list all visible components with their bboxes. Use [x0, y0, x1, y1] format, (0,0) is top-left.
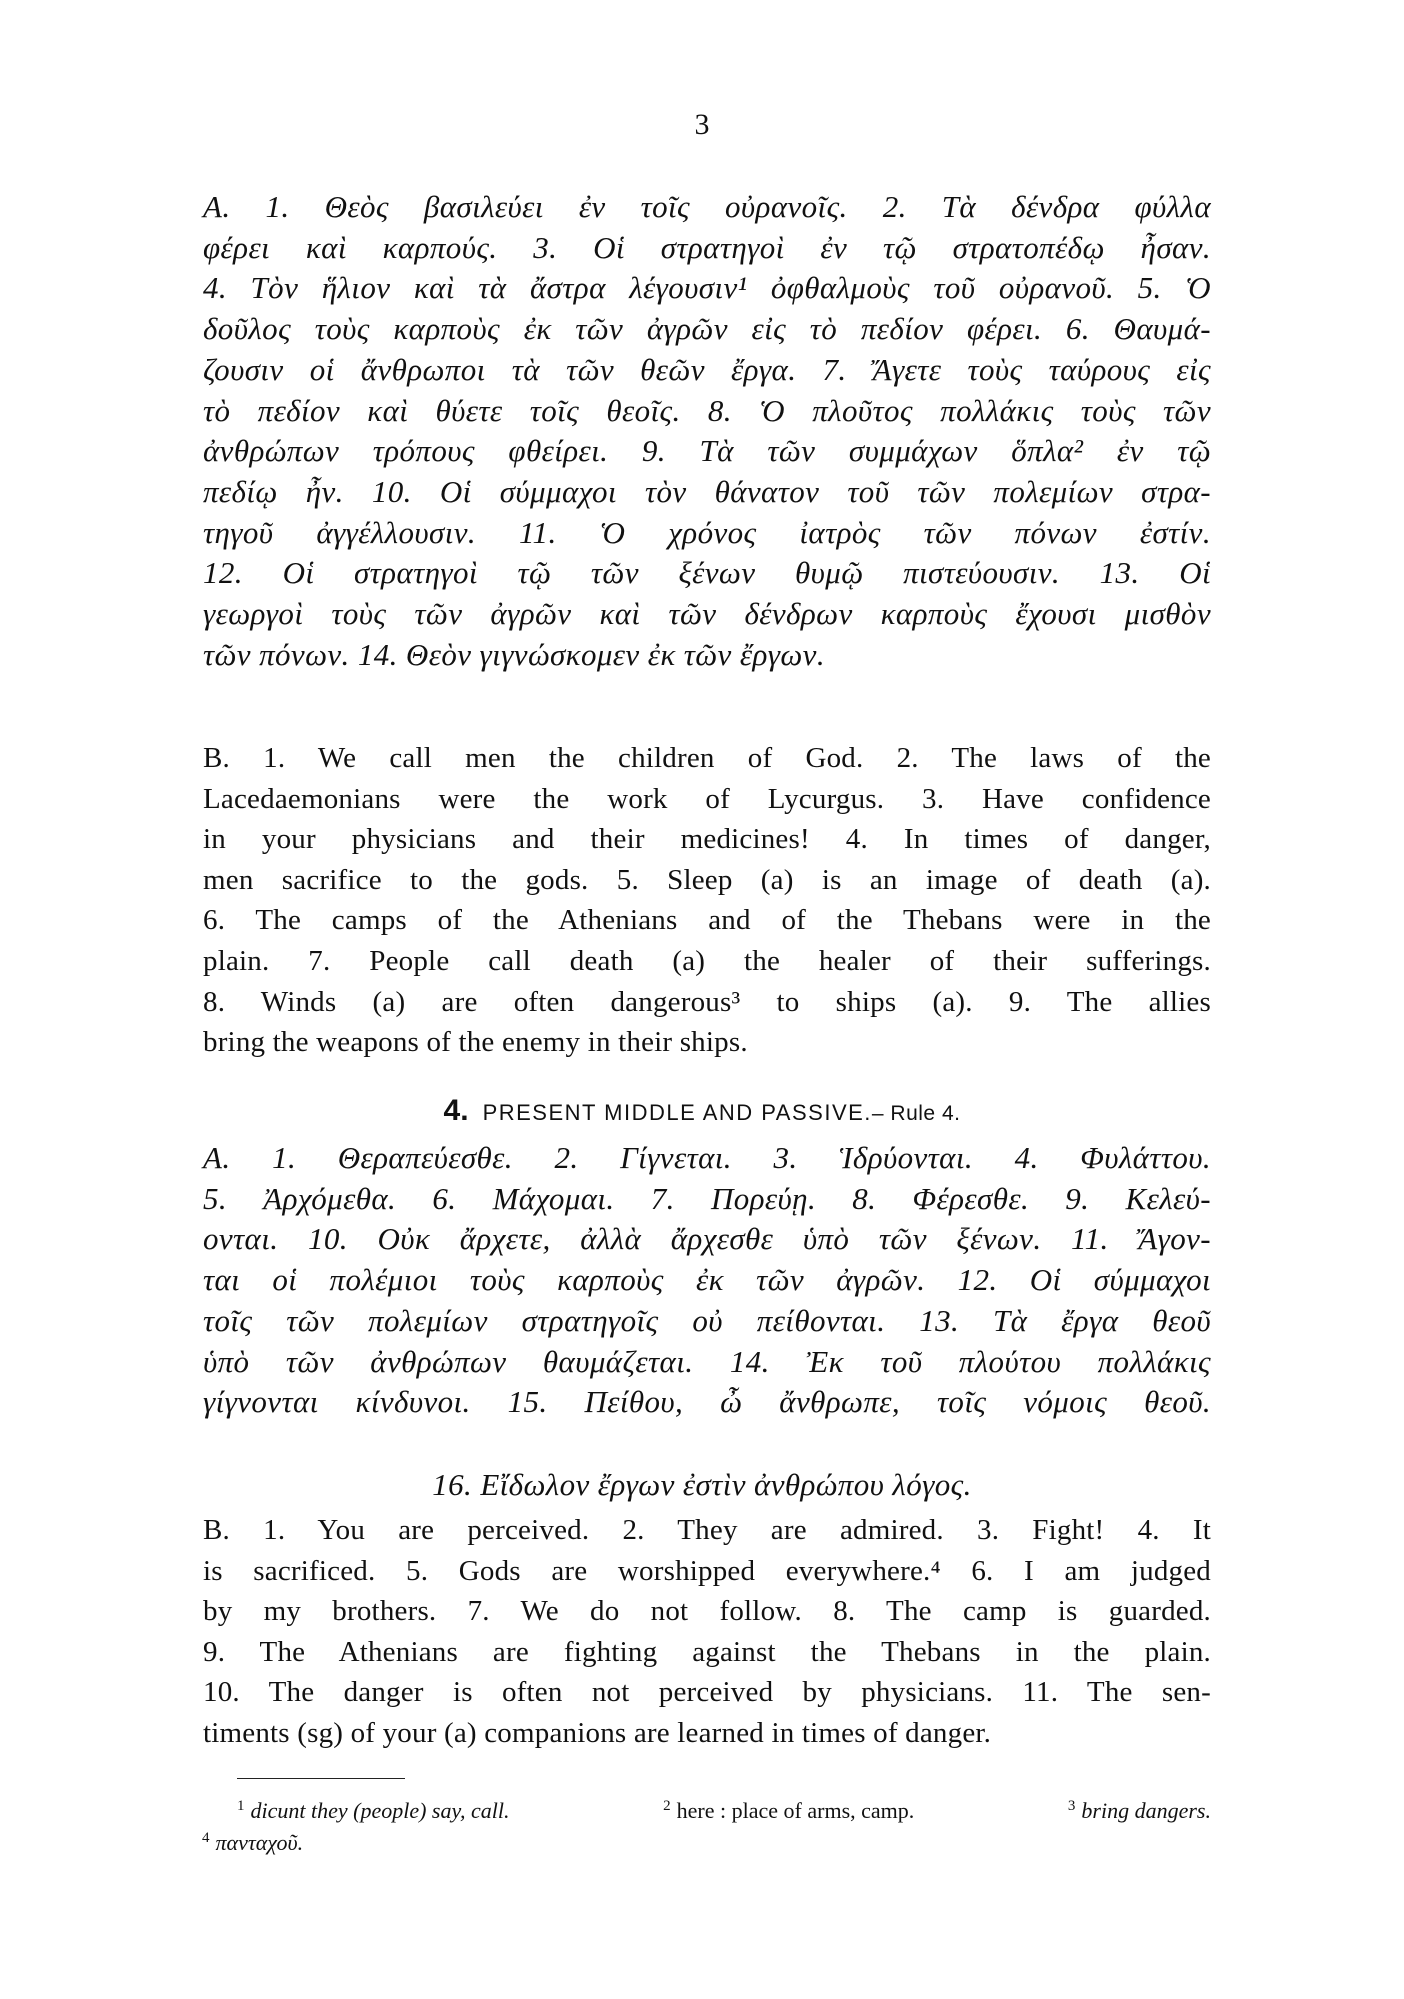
text-line: Α. 1. Θεραπεύεσθε. 2. Γίγνεται. 3. Ἱδρύονται. 4. Φυλάττου. — [203, 1140, 1211, 1175]
exercise-4b-english — [203, 1510, 1211, 1754]
text-line: τῶν πόνων. 14. Θεὸν γιγνώσκομεν ἐκ τῶν ἔργων. — [203, 636, 825, 672]
exercise-4a-line-16 — [0, 1465, 1404, 1506]
text-line: Lacedaemonians were the work of Lycurgus. 3. Have confidence — [203, 782, 1211, 815]
section-number: 4. — [443, 1094, 469, 1127]
text-line: 9. The Athenians are fighting against the Thebans in the plain. — [203, 1635, 1211, 1668]
text-line: 16. Εἴδωλον ἔργων ἐστὶν ἀνθρώπου λόγος. — [432, 1467, 972, 1502]
text-line: τὸ πεδίον καὶ θύετε τοῖς θεοῖς. 8. Ὁ πλοῦτος πολλάκις τοὺς τῶν — [203, 392, 1211, 428]
text-line: ται οἱ πολέμιοι τοὺς καρποὺς ἐκ τῶν ἀγρῶν. 12. Οἱ σύμμαχοι — [203, 1262, 1211, 1298]
exercise-3b-english — [203, 738, 1211, 1063]
text-line: γεωργοὶ τοὺς τῶν ἀγρῶν καὶ τῶν δένδρων καρποὺς ἔχουσι μισθὸν — [203, 596, 1211, 632]
footnote-marker: 2 — [663, 1797, 671, 1814]
footnote-2: $^2$ here : place of arms, camp. — [663, 1797, 915, 1823]
text-line: πεδίῳ ἦν. 10. Οἱ σύμμαχοι τὸν θάνατον τοῦ τῶν πολεμίων στρα- — [203, 473, 1211, 509]
section-rule-reference: – Rule 4. — [871, 1102, 961, 1125]
text-line: ζουσιν οἱ ἄνθρωποι τὰ τῶν θεῶν ἔργα. 7. Ἄγετε τοὺς ταύρους εἰς — [203, 351, 1211, 387]
footnote-marker: 4 — [202, 1829, 210, 1846]
text-line: τοῖς τῶν πολεμίων στρατηγοῖς οὐ πείθονται. 13. Τὰ ἔργα θεοῦ — [203, 1302, 1211, 1338]
text-line: γίγνονται κίνδυνοι. 15. Πείθου, ὦ ἄνθρωπε, τοῖς νόμοις θεοῦ. — [203, 1384, 1211, 1420]
text-line: 5. Ἀρχόμεθα. 6. Μάχομαι. 7. Πορεύῃ. 8. Φέρεσθε. 9. Κελεύ- — [203, 1180, 1211, 1216]
text-line: Α. 1. Θεὸς βασιλεύει ἐν τοῖς οὐρανοῖς. 2. Τὰ δένδρα φύλλα — [203, 189, 1211, 224]
text-line: ονται. 10. Οὐκ ἄρχετε, ἀλλὰ ἄρχεσθε ὑπὸ τῶν ξένων. 11. Ἄγον- — [203, 1221, 1211, 1257]
text-line: is sacrificed. 5. Gods are worshipped everywhere.⁴ 6. I am judged — [203, 1554, 1211, 1587]
page-number: 3 — [694, 108, 710, 141]
footnotes — [202, 1795, 1211, 1859]
footnote-4: $^4$ πανταχοῦ. — [202, 1829, 304, 1855]
footnote-marker: 1 — [237, 1797, 245, 1814]
footnote-3: $^3$ bring dangers. — [1067, 1797, 1211, 1823]
text-line: timents (sg) of your (a) companions are learned in times of danger. — [203, 1716, 992, 1749]
text-line: 4. Τὸν ἥλιον καὶ τὰ ἄστρα λέγουσιν¹ ὀφθαλμοὺς τοῦ οὐρανοῦ. 5. Ὁ — [203, 270, 1211, 306]
footnote-line — [237, 1795, 1211, 1827]
footnote-marker: 3 — [1067, 1797, 1076, 1814]
text-line: τηγοῦ ἀγγέλλουσιν. 11. Ὁ χρόνος ἰατρὸς τῶν πόνων ἐστίν. — [203, 514, 1211, 550]
section-title: PRESENT MIDDLE AND PASSIVE. — [482, 1100, 872, 1125]
text-line: by my brothers. 7. We do not follow. 8. The camp is guarded. — [203, 1595, 1211, 1628]
text-line: bring the weapons of the enemy in their ships. — [203, 1026, 748, 1059]
text-line: φέρει καὶ καρπούς. 3. Οἱ στρατηγοὶ ἐν τῷ στρατοπέδῳ ἦσαν. — [203, 229, 1211, 265]
section-4-heading — [0, 1094, 1404, 1128]
text-line: 8. Winds (a) are often dangerous³ to ships (a). 9. The allies — [203, 985, 1211, 1018]
text-line: ὑπὸ τῶν ἀνθρώπων θαυμάζεται. 14. Ἐκ τοῦ πλούτου πολλάκις — [203, 1343, 1211, 1379]
text-line: δοῦλος τοὺς καρποὺς ἐκ τῶν ἀγρῶν εἰς τὸ πεδίον φέρει. 6. Θαυμά- — [203, 311, 1211, 347]
text-line: 12. Οἱ στρατηγοὶ τῷ τῶν ξένων θυμῷ πιστεύουσιν. 13. Οἱ — [203, 555, 1211, 591]
text-line: ἀνθρώπων τρόπους φθείρει. 9. Τὰ τῶν συμμάχων ὅπλα² ἐν τῷ — [203, 433, 1211, 469]
footnote-rule — [237, 1778, 405, 1779]
text-line: men sacrifice to the gods. 5. Sleep (a) is an image of death (a). — [203, 863, 1211, 896]
text-line: B. 1. You are perceived. 2. They are admired. 3. Fight! 4. It — [203, 1514, 1211, 1546]
exercise-3a-greek — [203, 187, 1211, 675]
text-line: 10. The danger is often not perceived by physicians. 11. The sen- — [203, 1676, 1211, 1709]
text-line: 6. The camps of the Athenians and of the Thebans were in the — [203, 904, 1211, 937]
footnote-1: $^1$ dicunt they (people) say, call. — [237, 1797, 510, 1823]
text-line: in your physicians and their medicines! 4. In times of danger, — [203, 823, 1211, 856]
text-line: plain. 7. People call death (a) the healer of their sufferings. — [203, 944, 1211, 977]
text-line: B. 1. We call men the children of God. 2. The laws of the — [203, 742, 1211, 774]
exercise-4a-greek — [203, 1138, 1211, 1423]
